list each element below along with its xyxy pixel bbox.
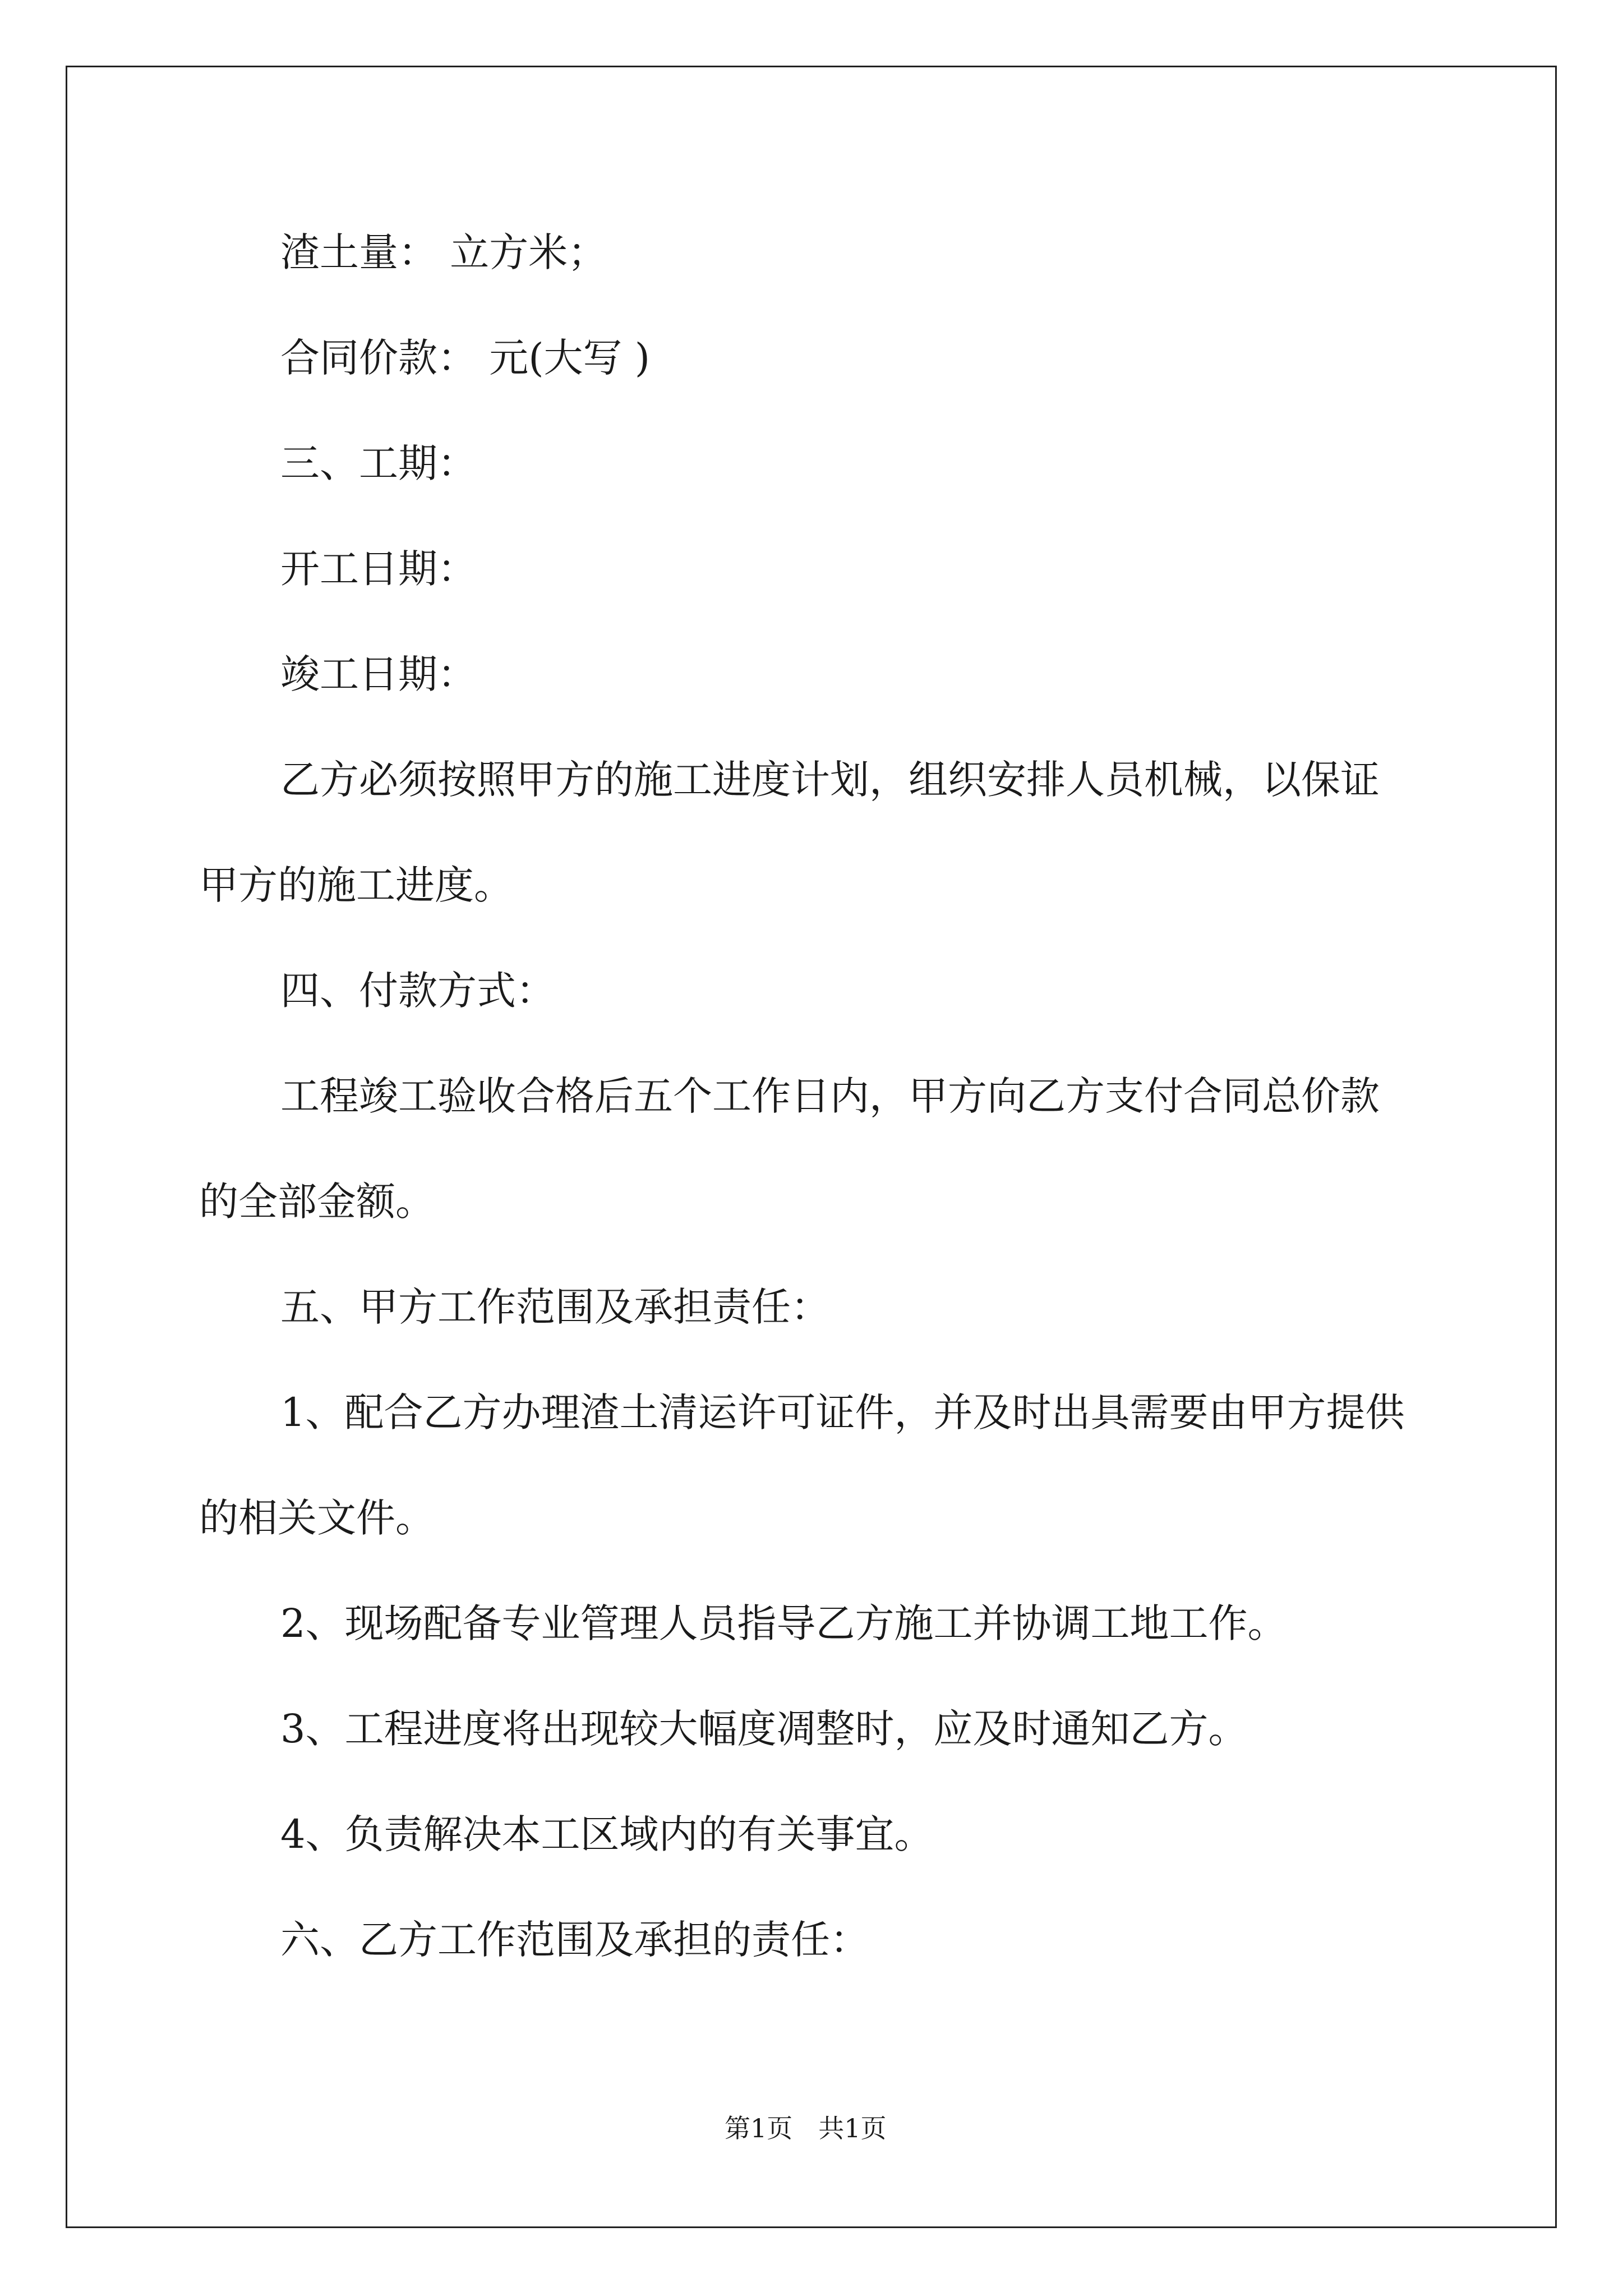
heading-section-3: 三、工期： [280, 440, 477, 486]
page-number-total: 共1页 [818, 2113, 887, 2143]
page-border [66, 66, 1557, 2228]
paragraph-schedule-line-2: 甲方的施工进度。 [199, 862, 513, 908]
heading-section-6: 六、乙方工作范围及承担的责任： [280, 1917, 869, 1963]
page-number-current: 第1页 [725, 2113, 793, 2143]
paragraph-schedule-line-1: 乙方必须按照甲方的施工进度计划，组织安排人员机械，以保证 [280, 757, 1380, 803]
line-completion-date: 竣工日期： [280, 651, 477, 697]
line-start-date: 开工日期： [280, 546, 477, 592]
paragraph-payment-line-2: 的全部金额。 [199, 1179, 435, 1225]
item-3: 3、工程进度将出现较大幅度凋整时，应及时通知乙方。 [280, 1706, 1248, 1752]
item-2: 2、现场配备专业管理人员指导乙方施工并协调工地工作。 [280, 1600, 1287, 1646]
line-slag-volume: 渣土量： 立方米； [280, 229, 607, 275]
item-4: 4、负责解决本工区域内的有关事宜。 [280, 1811, 934, 1857]
item-1-line-1: 1、配合乙方办理渣土清运许可证件，并及时出具需要由甲方提供 [280, 1389, 1405, 1435]
page-footer [725, 2111, 887, 2145]
heading-section-5: 五、甲方工作范围及承担责任： [280, 1284, 830, 1330]
heading-section-4: 四、付款方式： [280, 968, 555, 1014]
line-contract-price: 合同价款： 元(大写 ) [280, 335, 651, 381]
item-1-line-2: 的相关文件。 [199, 1495, 435, 1541]
paragraph-payment-line-1: 工程竣工验收合格后五个工作日内，甲方向乙方支付合同总价款 [280, 1073, 1380, 1119]
